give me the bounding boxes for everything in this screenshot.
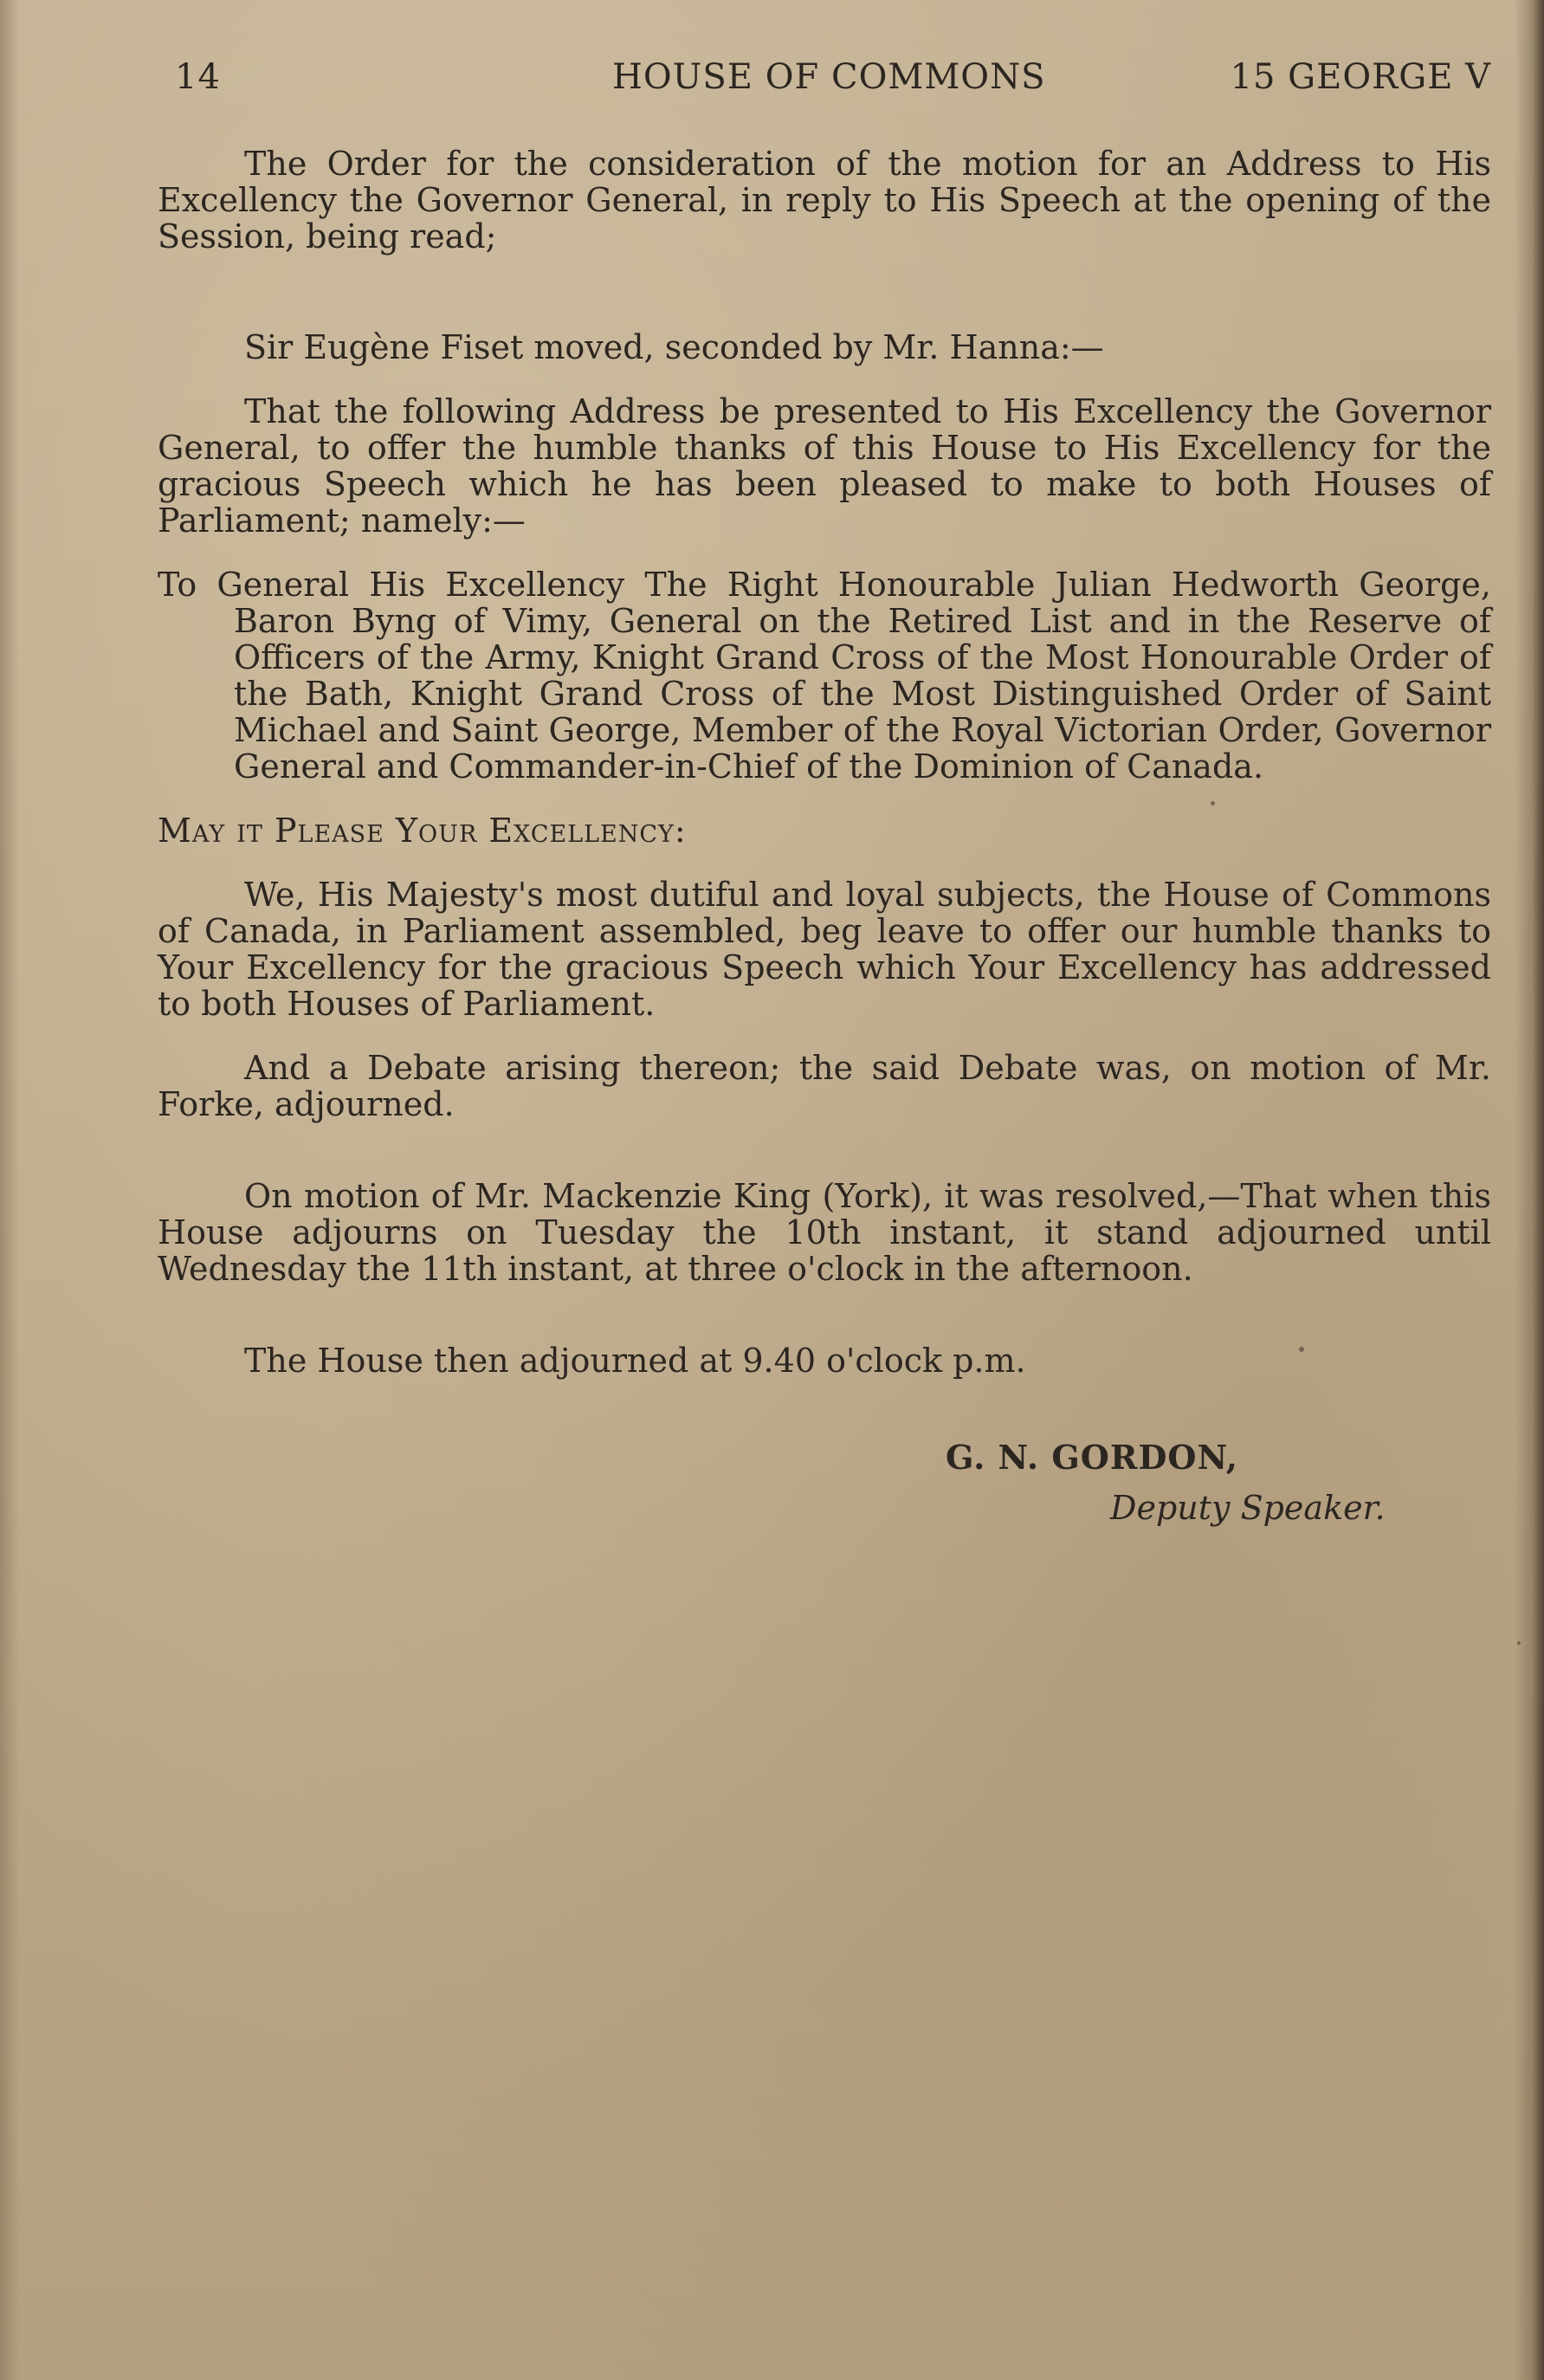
address-body-paragraph: We, His Majesty's most dutiful and loyal subjects, the House of Commons of Canada, in Parliament assembled, beg leave to offer our humble thanks to Your Excellency for the gracious Speech which Your Excellency has addressed to both Houses of Parliament. xyxy=(158,876,1491,1023)
motion-paragraph: Sir Eugène Fiset moved, seconded by Mr. Hanna:— xyxy=(244,328,1104,366)
addressee-paragraph: To General His Excellency The Right Honourable Julian Hedworth George, Baron Byng of Vimy, General on the Retired List and in the Reserve of Officers of the Army, Knight Grand Cross of the Most Honourable Order of the Bath, Knight Grand Cross of the Most Distinguished Order of Saint Michael and Saint George, Member of the Royal Victorian Order, Governor General and Commander-in-Chief of the Dominion of Canada. xyxy=(158,566,1491,786)
signature-block xyxy=(946,1438,1431,1527)
adjournment-motion-paragraph: On motion of Mr. Mackenzie King (York), it was resolved,—That when this House adjourns on Tuesday the 10th instant, it stand adjourned until Wednesday the 11th instant, at three o'clock in the afternoon. xyxy=(158,1177,1491,1288)
house-adjourned-paragraph: The House then adjourned at 9.40 o'clock p.m. xyxy=(244,1342,1026,1380)
page-number: 14 xyxy=(175,57,221,97)
signatory-name: G. N. GORDON, xyxy=(946,1438,1239,1477)
page-left-edge-shadow xyxy=(0,0,19,2380)
page-header xyxy=(175,57,1491,106)
signatory-title: Deputy Speaker. xyxy=(1110,1489,1386,1527)
page-running-title: HOUSE OF COMMONS xyxy=(612,57,1046,97)
page-right-edge-shadow xyxy=(1515,0,1544,2380)
regnal-year: 15 GEORGE V xyxy=(1230,57,1491,97)
address-resolution-paragraph: That the following Address be presented to His Excellency the Governor General, to offer the humble thanks of this House to His Excellency for the gracious Speech which he has been pleased to make to both Houses of Parliament; namely:— xyxy=(158,392,1491,540)
order-reading-paragraph: The Order for the consideration of the motion for an Address to His Excellency the Governor General, in reply to His Speech at the opening of the Session, being read; xyxy=(158,145,1491,255)
salutation: May it Please Your Excellency: xyxy=(158,812,687,850)
journal-body xyxy=(158,146,1491,1379)
debate-paragraph: And a Debate arising thereon; the said Debate was, on motion of Mr. Forke, adjourned. xyxy=(158,1049,1491,1123)
paper-speck xyxy=(1517,1641,1521,1645)
